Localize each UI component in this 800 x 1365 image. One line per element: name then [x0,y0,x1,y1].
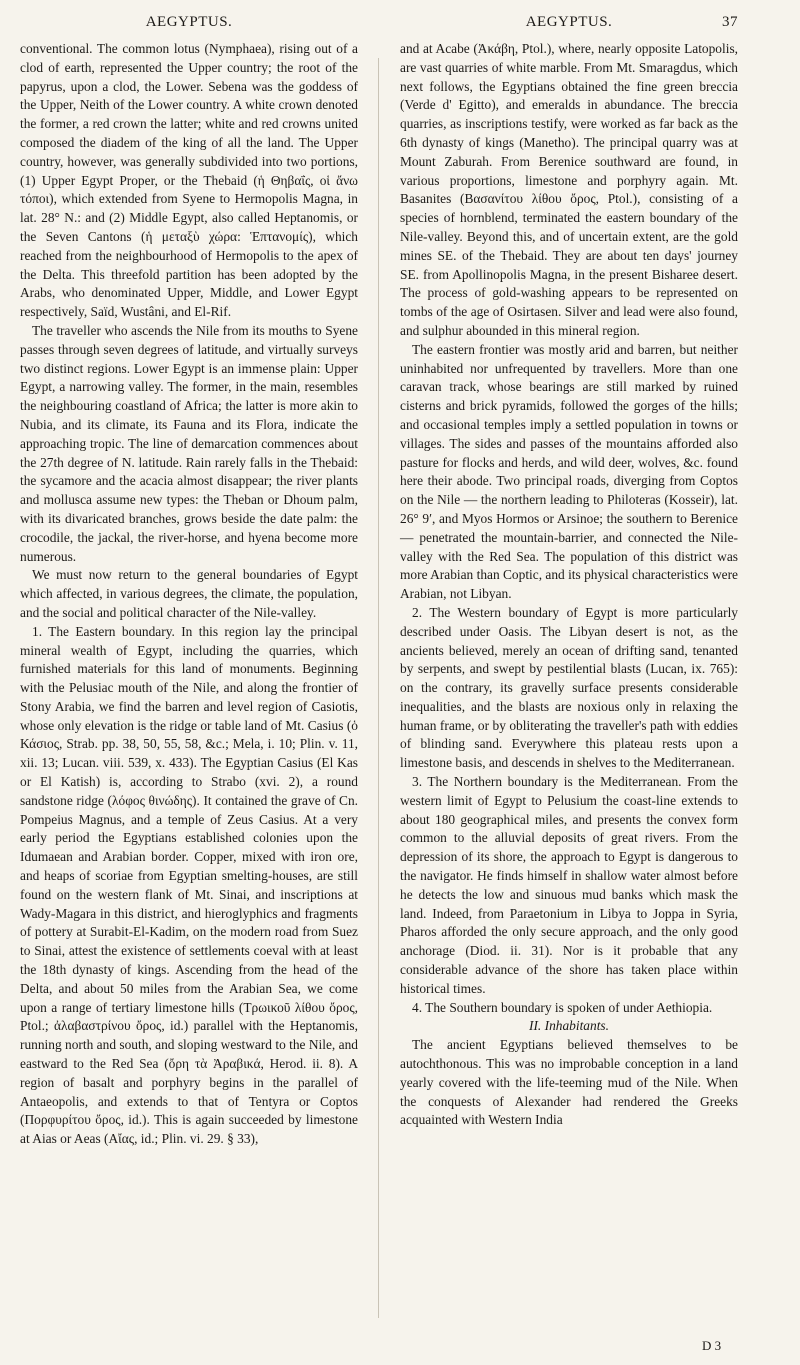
paragraph: The traveller who ascends the Nile from its mouths to Syene passes through seven degrees of latitude, and virtually surveys two distinct regions. Lower Egypt is an immense plain: Upper Egypt, a narrowing valley. The former, in the main, resembles the neighbouring coastland of Africa; the latter is more akin to Nubia, and its climate, its Fauna and its Flora, indicate the approaching tropic. The line of demarcation commences about the 27th degree of N. latitude. Rain rarely falls in the Thebaid: the sycamore and the acacia almost disappear; the river plants and mollusca assume new types: the Theban or Dhoum palm, with its divaricated branches, grows beside the date palm: the crocodile, the jackal, the river-horse, and hyena become more numerous. [20,322,358,564]
paragraph: 2. The Western boundary of Egypt is more particularly described under Oasis. The Libyan desert is not, as the ancients believed, merely an ocean of drifting sand, tenanted by serpents, and swept by pestilential blasts (Lucan, ix. 765): on the contrary, its gravelly surface presents considerable inequalities, and the blasts are noxious only in relaxing the human frame, or by obliterating the traveller's path with eddies of blinding sand. Everywhere this plateau rests upon a limestone basis, and descends in shelves to the Mediterranean. [400,604,738,771]
paragraph: conventional. The common lotus (Nymphaea), rising out of a clod of earth, represented the Upper country; the root of the papyrus, upon a clod, the Lower. Sebena was the goddess of the Upper, Neith of the Lower country. A white crown denoted the former, a red crown the latter; white and red crowns united composed the diadem of the king of all the land. The Upper country, however, was generally subdivided into two portions, (1) Upper Egypt Proper, or the Thebaid (ἡ Θηβαΐς, οἱ ἄνω τόποι), which extended from Syene to Hermopolis Magna, in lat. 28° N.: and (2) Middle Egypt, also called Heptanomis, or the Seven Cantons (ἡ μεταξὺ χώρα: Ἑπτανομίς), which reached from the neighbourhood of Hermopolis to the apex of the Delta. This threefold partition has been adopted by the Arabs, who denominated Upper, Middle, and Lower Egypt respectively, Saïd, Wustâni, and El-Rif. [20,41,358,320]
signature-mark: D 3 [702,1338,722,1353]
right-running-head [400,0,738,42]
section-heading [400,1017,738,1036]
paragraph: The ancient Egyptians believed themselves to be autochthonous. This was no improbable conception in a land yearly covered with the life-teeming mud of the Nile. When the conquests of Alexander had rendered the Greeks acquainted with Western India [400,1037,738,1128]
left-column [20,0,358,1147]
left-running-head [20,0,358,42]
paragraph: 3. The Northern boundary is the Mediterranean. From the western limit of Egypt to Pelusium the coast-line extends to about 180 geographical miles, and presents the convex form common to the alluvial deposits of great rivers. From the depression of its shore, the approach to Egypt is dangerous to the navigator. He finds himself in shallow water almost before he detects the low and sinuous mud banks which mask the land. Indeed, from Paraetonium in Libya to Joppa in Syria, Pharos afforded the only secure approach, and the only good anchorage (Diod. ii. 31). Nor is it probable that any considerable advance of the shore has taken place within historical times. [400,774,738,996]
paragraph: 1. The Eastern boundary. In this region lay the principal mineral wealth of Egypt, including the quarries, which furnished materials for this land of monuments. Beginning with the Pelusiac mouth of the Nile, and along the frontier of Stony Arabia, we find the barren and level region of Casiotis, whose only elevation is the ridge or table land of Mt. Casius (ὁ Κάσιος, Strab. pp. 38, 50, 55, 58, &c.; Mela, i. 10; Plin. v. 11, xii. 13; Lucan. viii. 539, x. 433). The Egyptian Casius (El Kas or El Katish) is, according to Strabo (xvi. 2), a round sandstone ridge (λόφος θινώδης). It contained the grave of Cn. Pompeius Magnus, and a temple of Zeus Casius. At a very early period the Egyptians established colonies upon the Idumaean and Arabian border. Copper, mixed with iron ore, and heaps of scoriae from Egyptian smelting-houses, are still found on the western flank of Mt. Sinai, and inscriptions at Wady-Magara in this district, and hieroglyphics and fragments of pottery at Surabit-El-Kadim, on the modern road from Suez to Sinai, attest the existence of settlements coeval with at least the 18th dynasty of kings. Ascending from the head of the Delta, and about 50 miles from the Arabian Sea, we come upon a range of tertiary limestone hills (Τρωικοῦ λίθου ὄρος, Ptol.; ἀλαβαστρίνου ὄρος, id.) parallel with the Heptanomis, running north and south, and sloping westward to the Nile, and eastward to the Red Sea (ὄρη τὰ Ἀραβικά, Herod. ii. 8). A region of basalt and porphyry begins in the parallel of Antaeopolis, and extends to that of Tentyra or Coptos (Πορφυρίτου ὄρος, id.). This is again succeeded by limestone at Aias or Aeas (Αἴας, id.; Plin. vi. 29. § 33), [20,623,358,1147]
paragraph: 4. The Southern boundary is spoken of under Aethiopia. [412,999,713,1015]
paragraph: We must now return to the general boundaries of Egypt which affected, in various degrees, the climate, the population, and the social and political character of the Nile-valley. [20,567,358,620]
column-divider [378,58,379,1318]
right-body-text [400,40,738,1130]
left-running-title: AEGYPTUS. [145,14,233,30]
paragraph: and at Acabe (Ἀκάβη, Ptol.), where, nearly opposite Latopolis, are vast quarries of white marble. From Mt. Smaragdus, which next follows, the Egyptians obtained the fine green breccia (Verde d' Egitto), and emeralds in abundance. The breccia quarries, as inscriptions testify, were worked as far back as the 6th dynasty of kings (Manetho). The principal quarry was at Mount Zaburah. From Berenice southward are found, in various proportions, limestone and porphyry again. Mt. Basanites (Βασανίτου λίθου ὄρος, Ptol.), consisting of a species of hornblend, terminated the eastern boundary of the Nile-valley. Beyond this, and of uncertain extent, are the gold mines SE. of the Thebaid. They are about ten days' journey SE. from Apollinopolis Magna, in the present Bisharee desert. The process of gold-washing appears to be represented on tombs of the age of Osirtasen. Silver and lead were also found, and sulphur abounded in this mineral region. [400,41,738,338]
right-column [400,0,738,1128]
paragraph: The eastern frontier was mostly arid and barren, but neither uninhabited nor unfrequented by travellers. More than one caravan track, whose bearings are still marked by ruined cisterns and brick pyramids, followed the gorges of the hills; and occasional temples imply a settled population in towns or villages. The sides and passes of the mountains afforded also pasture for flocks and herds, and wild deer, wolves, &c. found here their abode. Two principal roads, diverging from Coptos on the Nile — the northern leading to Philoteras (Kosseir), lat. 26° 9′, and Myos Hormos or Arsinoe; the southern to Berenice — penetrated the mountain-barrier, and connected the Nile-valley with the Red Sea. The population of this district was more Arabian than Coptic, and its physical characteristics were Arabian, not Libyan. [400,341,738,602]
section-heading-text: II. Inhabitants. [529,1018,609,1034]
right-running-title: AEGYPTUS. [525,14,613,30]
page-number: 37 [722,14,738,30]
left-body-text [20,40,358,1149]
